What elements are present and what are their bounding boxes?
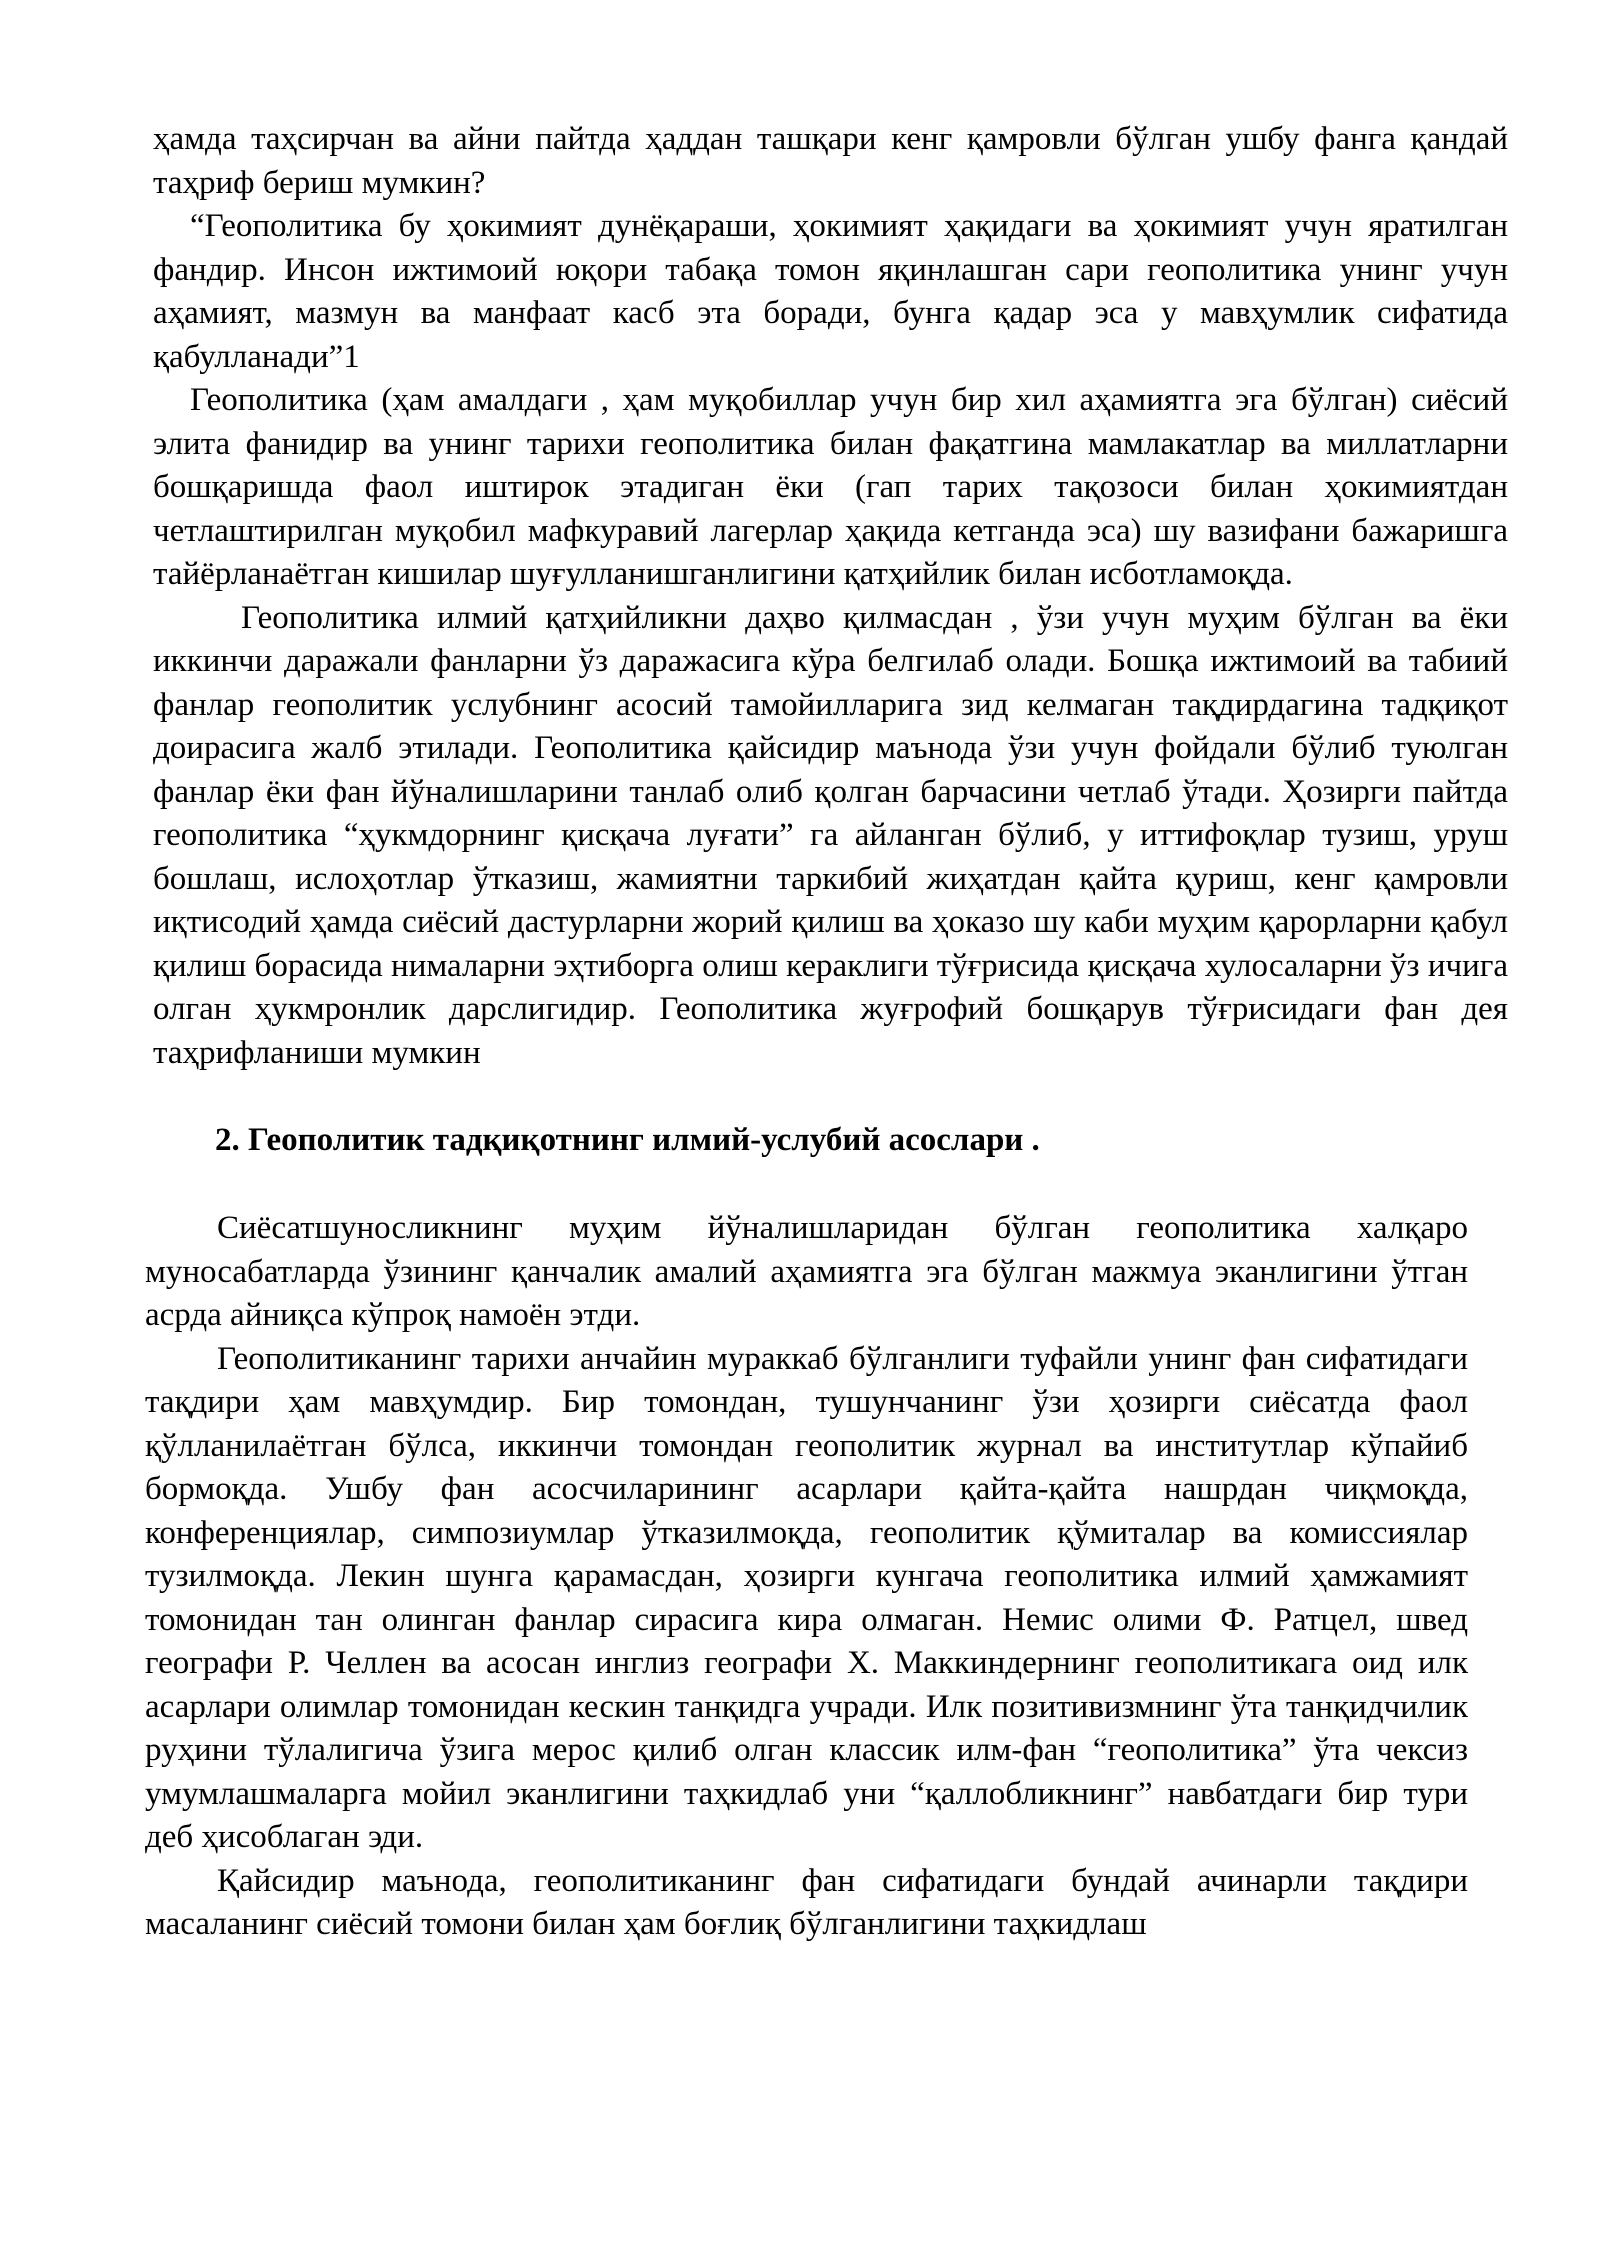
paragraph-political-science: Сиёсатшуносликнинг муҳим йўналишларидан бўлган геополитика халқаро муносабатларда ўзининг қанчалик амалий аҳамиятга эга бўлган мажмуа эканлигини ўтган асрда айниқса кўпроқ намоён этди.: [145, 1210, 1468, 1333]
section-2-body: [145, 1207, 1468, 1947]
paragraph-scientific-rigor: Геополитика илмий қатҳийликни даҳво қилмасдан , ўзи учун муҳим бўлган ва ёки иккинчи даражали фанларни ўз даражасига кўра белгилаб олади. Бошқа ижтимоий ва табиий фанлар геополитик услубнинг асосий тамойилларига зид келмаган тақдирдагина тадқиқот доирасига жалб этилади. Геополитика қайсидир маънода ўзи учун фойдали бўлиб туюлган фанлар ёки фан йўналишларини танлаб олиб қолган барчасини четлаб ўтади. Ҳозирги пайтда геополитика “ҳукмдорнинг қисқача луғати” га айланган бўлиб, у иттифоқлар тузиш, уруш бошлаш, ислоҳотлар ўтказиш, жамиятни таркибий жиҳатдан қайта қуриш, кенг қамровли иқтисодий ҳамда сиёсий дастурларни жорий қилиш ва ҳоказо шу каби муҳим қарорларни қабул қилиш борасида нималарни эҳтиборга олиш кераклиги тўғрисида қисқача хулосаларни ўз ичига олган ҳукмронлик дарслигидир. Геополитика жуғрофий бошқарув тўғрисидаги фан дея таҳрифланиши мумкин: [153, 599, 1508, 1071]
section-2-heading: 2. Геополитик тадқиқотнинг илмий-услубий асослари .: [215, 1122, 1040, 1158]
section-1-body: [153, 118, 1508, 1075]
paragraph-continuation: ҳамда таҳсирчан ва айни пайтда ҳаддан ташқари кенг қамровли бўлган ушбу фанга қандай таҳриф бериш мумкин?: [153, 121, 1508, 201]
paragraph-fate: Қайсидир маънода, геополитиканинг фан сифатидаги бундай ачинарли тақдири масаланинг сиёсий томони билан ҳам боғлиқ бўлганлигини таҳкидлаш: [145, 1862, 1468, 1942]
paragraph-history: Геополитиканинг тарихи анчайин мураккаб бўлганлиги туфайли унинг фан сифатидаги тақдири ҳам мавҳумдир. Бир томондан, тушунчанинг ўзи ҳозирги сиёсатда фаол қўлланилаётган бўлса, иккинчи томондан геополитик журнал ва институтлар кўпайиб бормоқда. Ушбу фан асосчиларининг асарлари қайта-қайта нашрдан чиқмоқда, конференциялар, симпозиумлар ўтказилмоқда, геополитик қўмиталар ва комиссиялар тузилмоқда. Лекин шунга қарамасдан, ҳозирги кунгача геополитика илмий ҳамжамият томонидан тан олинган фанлар сирасига кира олмаган. Немис олими Ф. Ратцел, швед географи Р. Челлен ва асосан инглиз географи Х. Маккиндернинг геополитикага оид илк асарлари олимлар томонидан кескин танқидга учради. Илк позитивизмнинг ўта танқидчилик руҳини тўлалигича ўзига мерос қилиб олган классик илм-фан “геополитика” ўта чексиз умумлашмаларга мойил эканлигини таҳкидлаб уни “қаллобликнинг” навбатдаги бир тури деб ҳисоблаган эди.: [145, 1340, 1468, 1855]
paragraph-quote: “Геополитика бу ҳокимият дунёқараши, ҳокимият ҳақидаги ва ҳокимият учун яратилган фандир. Инсон ижтимоий юқори табақа томон яқинлашган сари геополитика унинг учун аҳамият, мазмун ва манфаат касб эта боради, бунга қадар эса у мавҳумлик сифатида қабулланади”1: [153, 208, 1508, 375]
paragraph-political-elite: Геополитика (ҳам амалдаги , ҳам муқобиллар учун бир хил аҳамиятга эга бўлган) сиёсий элита фанидир ва унинг тарихи геополитика билан фақатгина мамлакатлар ва миллатларни бошқаришда фаол иштирок этадиган ёки (гап тарих тақозоси билан ҳокимиятдан четлаштирилган муқобил мафкуравий лагерлар ҳақида кетганда эса) шу вазифани бажаришга тайёрланаётган кишилар шуғулланишганлигини қатҳийлик билан исботламоқда.: [153, 382, 1508, 592]
